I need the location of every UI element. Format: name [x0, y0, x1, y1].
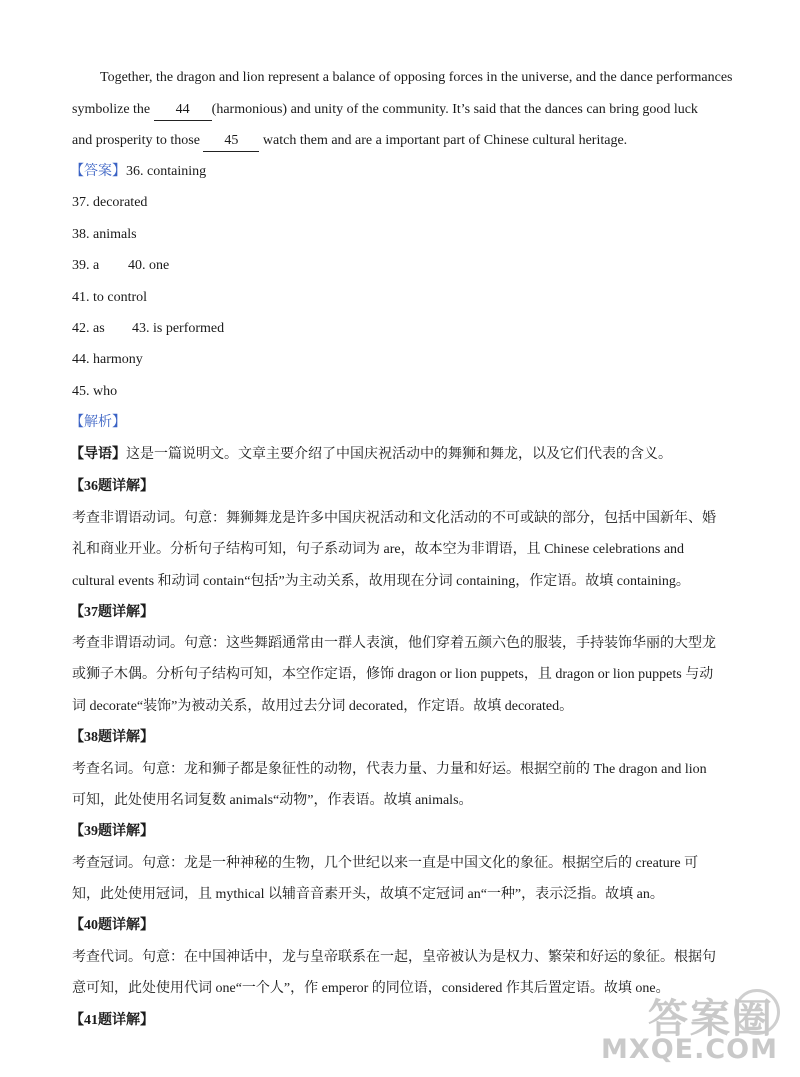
detail-38-line-1: 考查名词。句意：龙和狮子都是象征性的动物，代表力量、力量和好运。根据空前的 The dragon and lion	[72, 762, 707, 777]
answer-43: 43. is performed	[132, 321, 225, 336]
detail-heading-38: 【38题详解】	[70, 730, 154, 745]
detail-40-line-1: 考查代词。句意：在中国神话中，龙与皇帝联系在一起，皇帝被认为是权力、繁荣和好运的象征。根据句	[72, 950, 716, 965]
intro-label: 【导语】	[70, 447, 126, 462]
detail-39-line-1: 考查冠词。句意：龙是一种神秘的生物，几个世纪以来一直是中国文化的象征。根据空后的 creature 可	[72, 856, 699, 871]
answer-38: 38. animals	[72, 227, 137, 242]
answer-37: 37. decorated	[72, 195, 148, 210]
answer-45: 45. who	[72, 384, 118, 399]
blank-44: 44	[154, 100, 212, 121]
detail-39-line-2: 知，此处使用冠词，且 mythical 以辅音音素开头，故填不定冠词 an“一种”，表示泛指。故填 an。	[72, 887, 664, 902]
passage-text: Together, the dragon and lion represent a balance of opposing forces in the universe, and the dance performances	[100, 70, 733, 85]
detail-heading-37: 【37题详解】	[70, 605, 154, 620]
detail-37-line-2: 或狮子木偶。分析句子结构可知，本空作定语，修饰 dragon or lion puppets，且 dragon or lion puppets 与动	[72, 667, 714, 682]
passage-line-2	[72, 100, 740, 121]
passage-line-3	[72, 131, 740, 152]
answer-39: 39. a	[72, 258, 100, 273]
analysis-heading: 【解析】	[70, 415, 126, 430]
watermark-cn: 答案圈	[648, 996, 774, 1042]
intro-text: 这是一篇说明文。文章主要介绍了中国庆祝活动中的舞狮和舞龙，以及它们代表的含义。	[126, 447, 672, 462]
detail-38-line-2: 可知，此处使用名词复数 animals“动物”，作表语。故填 animals。	[72, 793, 473, 808]
passage-text: and prosperity to those	[72, 133, 204, 148]
answer-36: 36. containing	[126, 164, 207, 179]
passage-text: watch them and are a important part of Chinese cultural heritage.	[259, 133, 628, 148]
answer-41: 41. to control	[72, 290, 148, 305]
answer-42: 42. as	[72, 321, 105, 336]
detail-36-line-2: 礼和商业开业。分析句子结构可知，句子系动词为 are，故本空为非谓语，且 Chinese celebrations and	[72, 542, 685, 557]
detail-37-line-3: 词 decorate“装饰”为被动关系，故用过去分词 decorated，作定语。故填 decorated。	[72, 699, 574, 714]
answer-40: 40. one	[128, 258, 170, 273]
answer-line-36	[70, 162, 740, 182]
detail-40-line-2: 意可知，此处使用代词 one“一个人”，作 emperor 的同位语，considered 作其后置定语。故填 one。	[72, 981, 670, 996]
detail-heading-36: 【36题详解】	[70, 479, 154, 494]
passage-text: (harmonious) and unity of the community. It’s said that the dances can bring good luck	[211, 102, 698, 117]
detail-heading-39: 【39题详解】	[70, 824, 154, 839]
detail-37-line-1: 考查非谓语动词。句意：这些舞蹈通常由一群人表演，他们穿着五颜六色的服装，手持装饰华丽的大型龙	[72, 636, 716, 651]
detail-heading-41: 【41题详解】	[70, 1013, 154, 1028]
intro-line	[70, 445, 740, 465]
detail-heading-40: 【40题详解】	[70, 918, 154, 933]
passage-text: symbolize the	[72, 102, 154, 117]
answer-heading: 【答案】	[70, 164, 126, 179]
watermark-logo	[602, 987, 782, 1067]
blank-45: 45	[203, 131, 259, 152]
detail-36-line-3: cultural events 和动词 contain“包括”为主动关系，故用现在分词 containing，作定语。故填 containing。	[72, 574, 690, 589]
answer-44: 44. harmony	[72, 352, 143, 367]
detail-36-line-1: 考查非谓语动词。句意：舞狮舞龙是许多中国庆祝活动和文化活动的不可或缺的部分，包括中国新年、婚	[72, 511, 716, 526]
watermark-url: MXQE.COM	[601, 1034, 778, 1065]
passage-line-1	[100, 68, 740, 88]
